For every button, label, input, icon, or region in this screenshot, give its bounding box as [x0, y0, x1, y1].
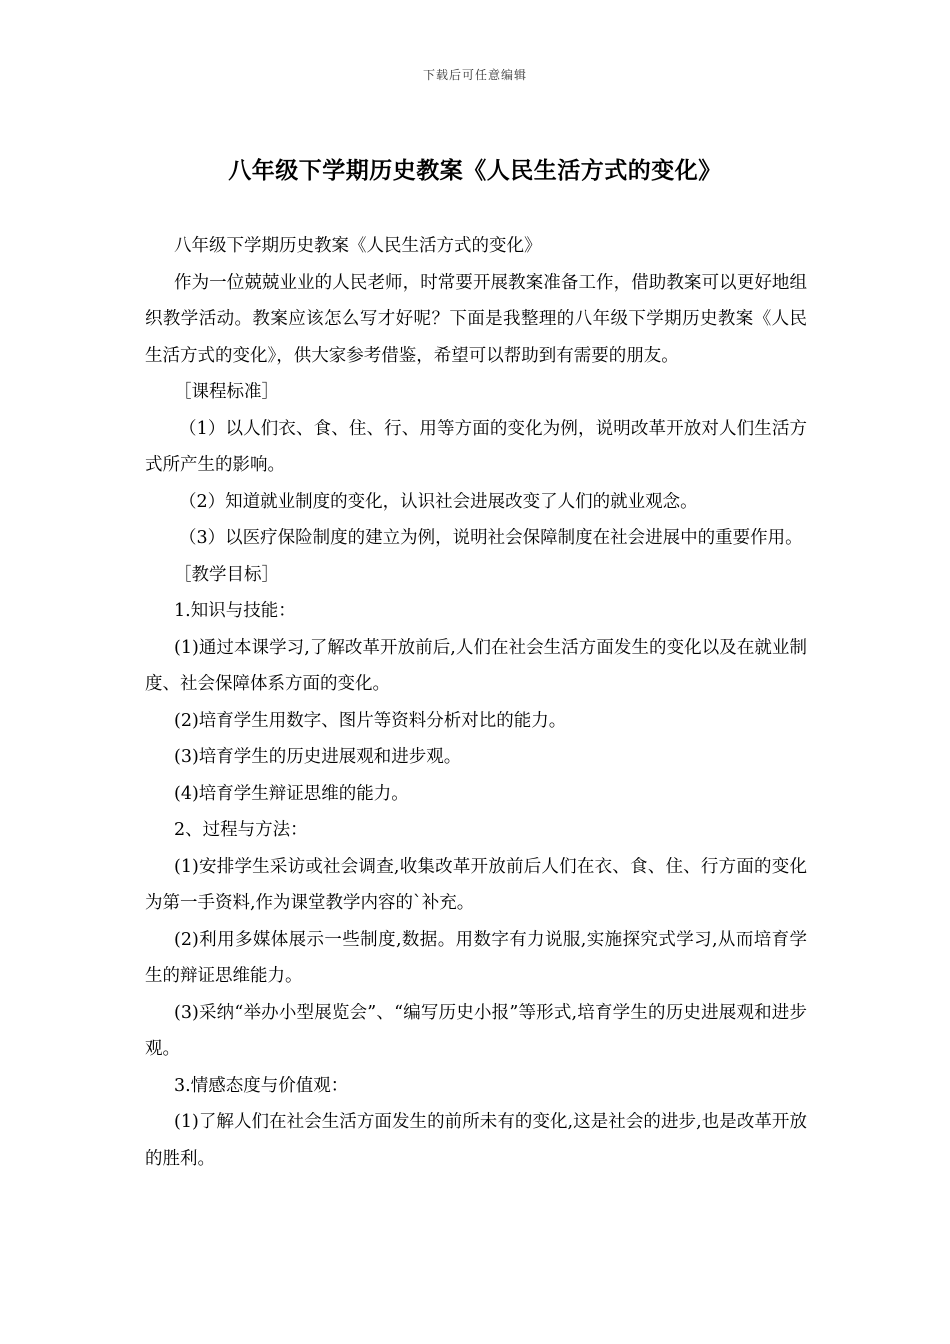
- paragraph-goal-2-3: (3)采纳“举办小型展览会”、“编写历史小报”等形式,培育学生的历史进展观和进步观。: [145, 1002, 807, 1059]
- subheading-emotion-values: 3.情感态度与价值观：: [174, 1075, 349, 1096]
- paragraph-intro: 作为一位兢兢业业的人民老师，时常要开展教案准备工作，借助教案可以更好地组织教学活动。教案应该怎么写才好呢？下面是我整理的八年级下学期历史教案《人民生活方式的变化》，供大家参考借鉴，希望可以帮助到有需要的朋友。: [145, 272, 807, 366]
- header-note: 下载后可任意编辑: [422, 68, 527, 82]
- section-heading-teaching-goals: ［教学目标］: [174, 564, 279, 585]
- paragraph-goal-1-2: (2)培育学生用数字、图片等资料分析对比的能力。: [174, 710, 567, 731]
- paragraph-goal-3-1: (1)了解人们在社会生活方面发生的前所未有的变化,这是社会的进步,也是改革开放的胜利。: [145, 1112, 807, 1169]
- document-body: [145, 228, 807, 1177]
- subheading-process-methods: 2、过程与方法：: [174, 820, 308, 840]
- subheading-knowledge-skills: 1.知识与技能：: [174, 601, 296, 621]
- paragraph-standard-2: （2）知道就业制度的变化，认识社会进展改变了人们的就业观念。: [179, 491, 698, 512]
- paragraph-goal-1-3: (3)培育学生的历史进展观和进步观。: [174, 747, 462, 767]
- section-heading-curriculum-standard: ［课程标准］: [174, 382, 279, 402]
- paragraph-goal-2-2: (2)利用多媒体展示一些制度,数据。用数字有力说服,实施探究式学习,从而培育学生的辩证思维能力。: [145, 929, 807, 986]
- paragraph-standard-3: （3）以医疗保险制度的建立为例，说明社会保障制度在社会进展中的重要作用。: [179, 528, 803, 548]
- paragraph-intro-title: 八年级下学期历史教案《人民生活方式的变化》: [174, 236, 542, 256]
- paragraph-goal-1-1: (1)通过本课学习,了解改革开放前后,人们在社会生活方面发生的变化以及在就业制度、社会保障体系方面的变化。: [145, 637, 807, 694]
- paragraph-standard-1: （1）以人们衣、食、住、行、用等方面的变化为例，说明改革开放对人们生活方式所产生的影响。: [145, 418, 807, 475]
- paragraph-goal-2-1: (1)安排学生采访或社会调查,收集改革开放前后人们在衣、食、住、行方面的变化为第一手资料,作为课堂教学内容的`补充。: [145, 856, 807, 913]
- paragraph-goal-1-4: (4)培育学生辩证思维的能力。: [174, 783, 409, 804]
- document-title: 八年级下学期历史教案《人民生活方式的变化》: [228, 157, 722, 184]
